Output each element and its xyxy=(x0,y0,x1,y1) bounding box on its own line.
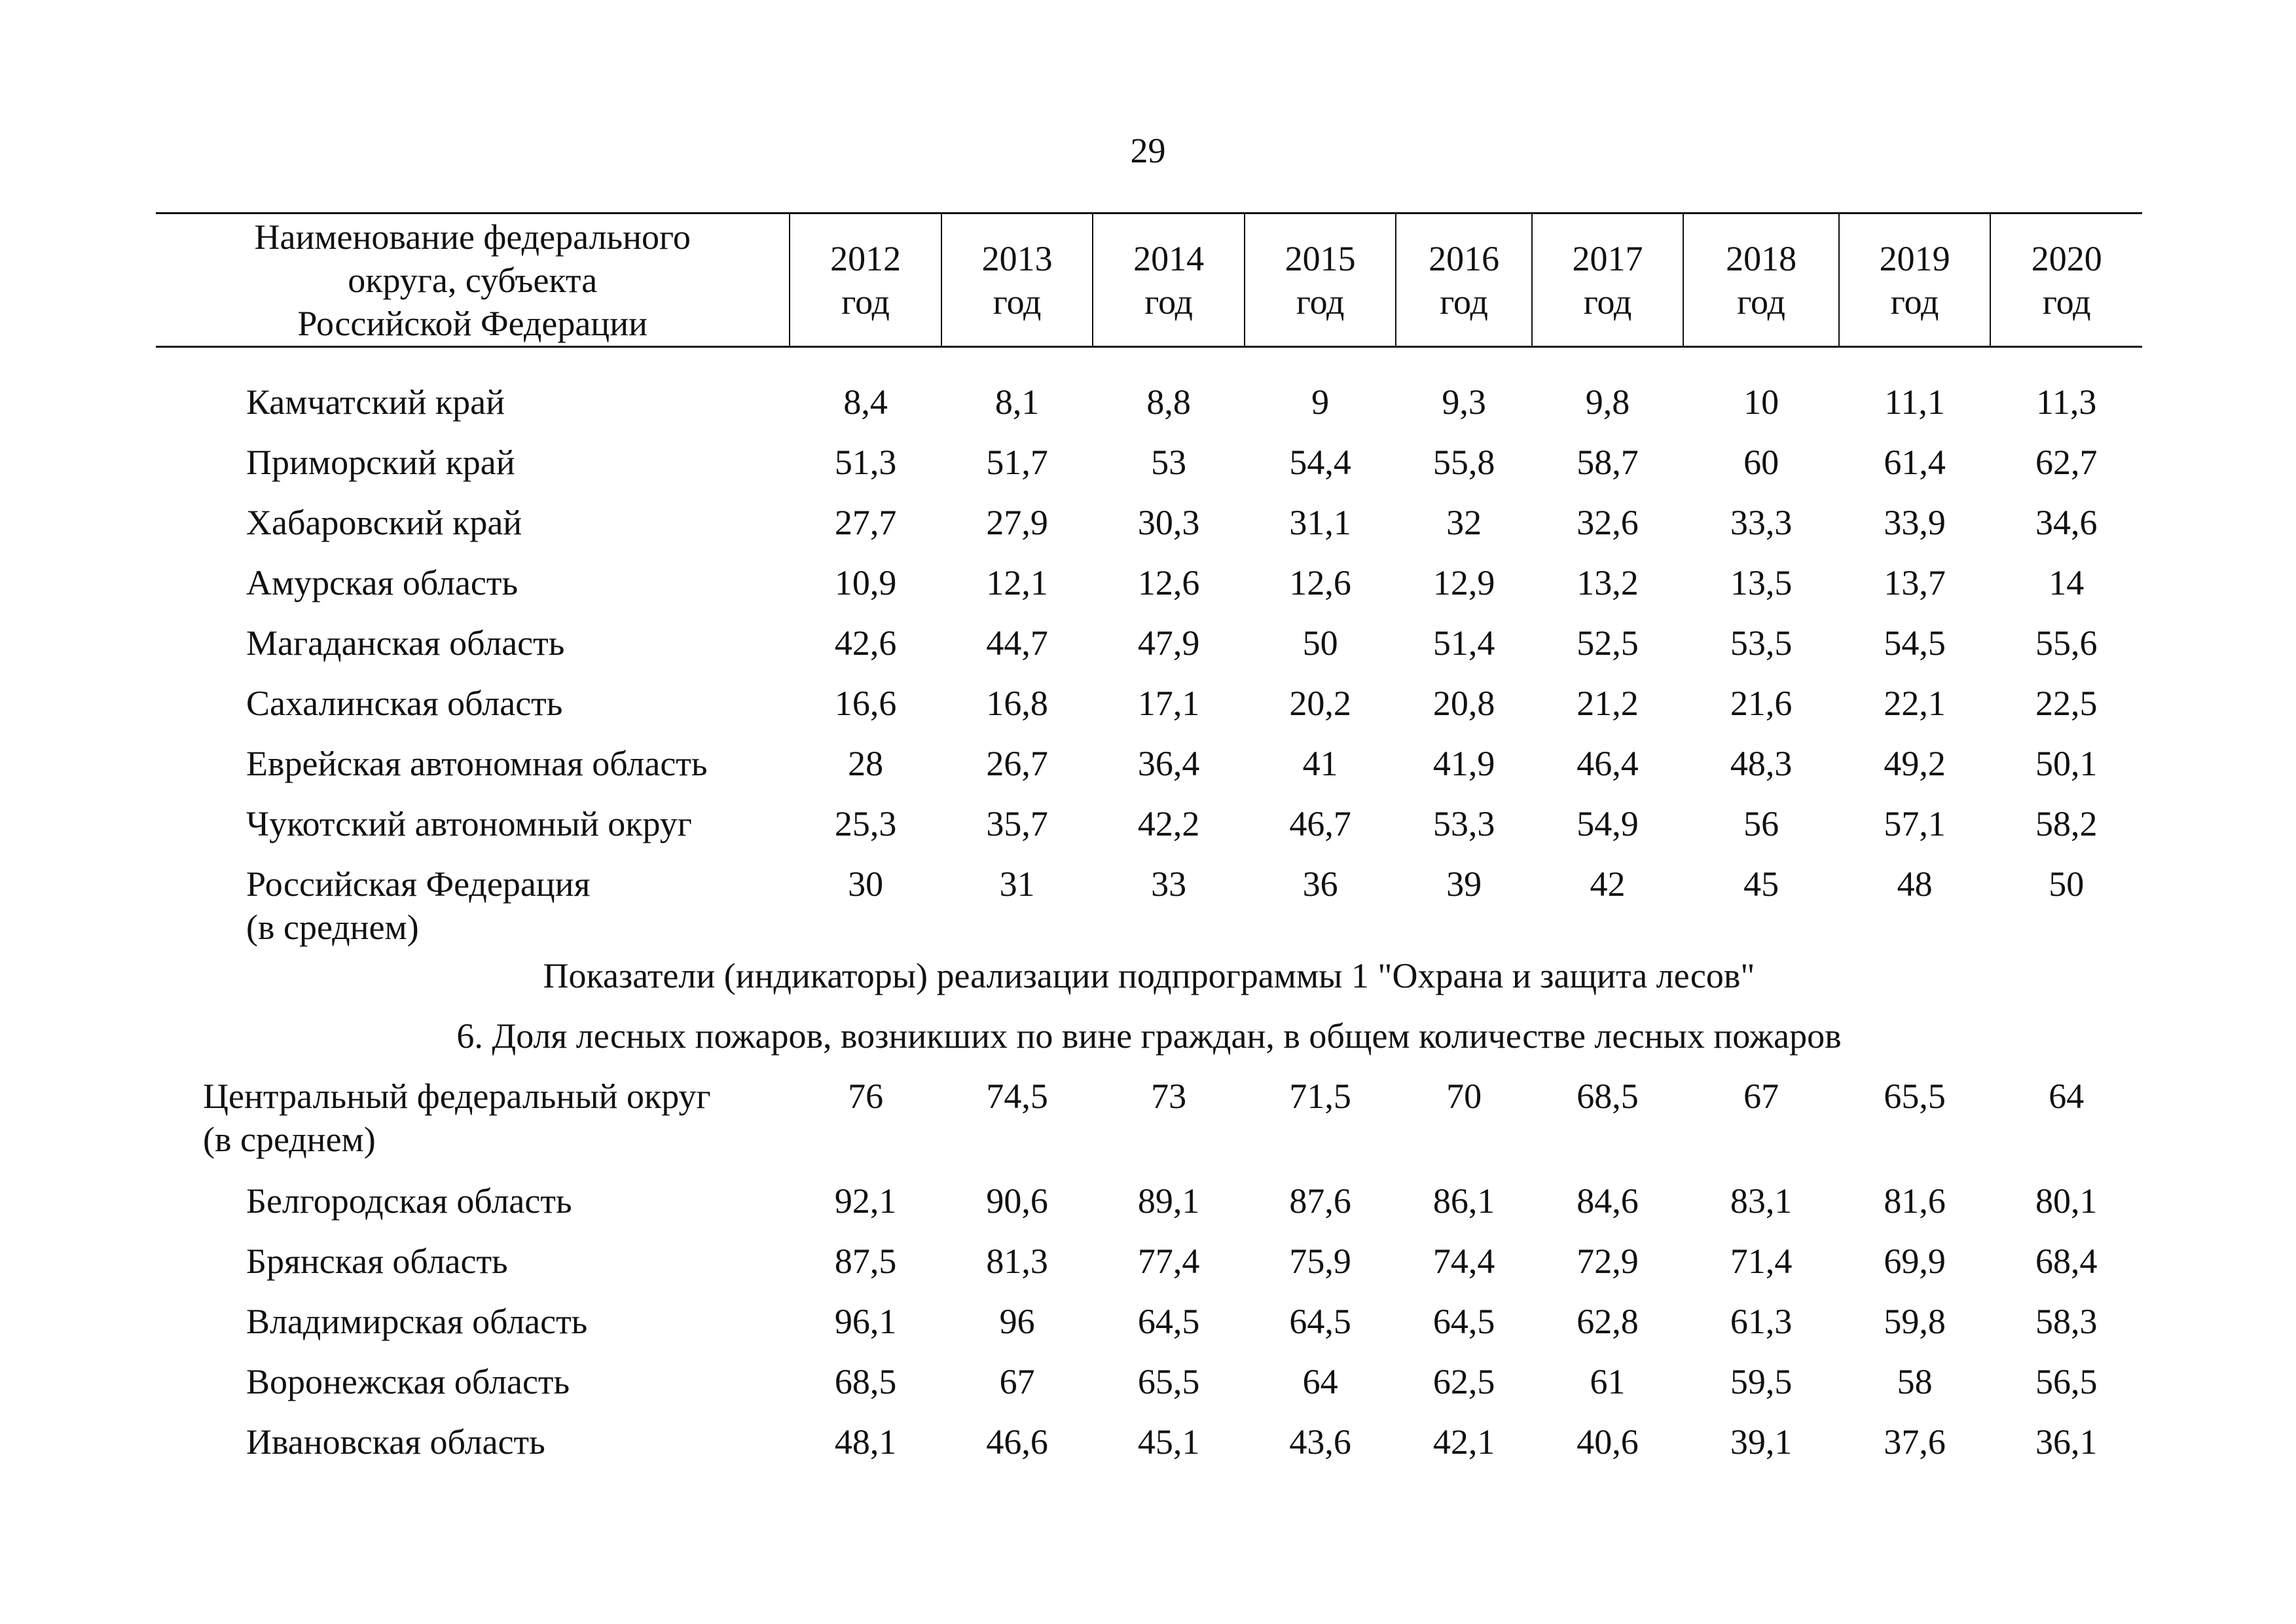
value-cell: 51,3 xyxy=(834,443,897,482)
value-cell: 33,9 xyxy=(1884,503,1946,542)
value-cell: 44,7 xyxy=(986,623,1048,663)
value-cell: 32,6 xyxy=(1576,503,1639,542)
value-cell: 81,3 xyxy=(986,1242,1048,1281)
value-cell: 40,6 xyxy=(1576,1422,1639,1462)
value-cell: 32 xyxy=(1446,503,1482,542)
header-year-column xyxy=(1532,213,1684,347)
header-name-line: Российской Федерации xyxy=(297,303,648,343)
value-cell: 12,1 xyxy=(986,563,1048,602)
value-cell: 13,7 xyxy=(1884,563,1946,602)
value-cell: 48,3 xyxy=(1730,744,1793,783)
header-year-unit: год xyxy=(1440,282,1488,322)
value-cell: 46,6 xyxy=(986,1422,1048,1462)
table-spacer xyxy=(156,347,2142,381)
header-year-unit: год xyxy=(2042,282,2091,322)
value-cell: 45 xyxy=(1743,864,1779,904)
value-cell: 48,1 xyxy=(834,1422,897,1462)
value-cell: 86,1 xyxy=(1432,1181,1495,1221)
value-cell: 36,4 xyxy=(1137,744,1200,783)
value-cell: 30 xyxy=(848,864,884,904)
value-cell: 61 xyxy=(1590,1362,1626,1401)
value-cell: 49,2 xyxy=(1884,744,1946,783)
value-cell: 70 xyxy=(1446,1077,1482,1116)
value-cell: 67 xyxy=(999,1362,1035,1401)
value-cell: 61,3 xyxy=(1730,1302,1793,1341)
value-cell: 96 xyxy=(999,1302,1035,1341)
indicator-caption: 6. Доля лесных пожаров, возникших по вине граждан, в общем количестве лесных пожаров xyxy=(456,1016,1842,1056)
value-cell: 43,6 xyxy=(1289,1422,1351,1462)
value-cell: 16,8 xyxy=(986,684,1048,723)
header-year: 2015 xyxy=(1285,238,1356,278)
subprogram-caption-row xyxy=(156,954,2142,1014)
header-year: 2013 xyxy=(981,238,1053,278)
value-cell: 8,4 xyxy=(843,382,888,422)
value-cell: 28 xyxy=(848,744,884,783)
value-cell: 72,9 xyxy=(1576,1242,1639,1281)
region-name-line: (в среднем) xyxy=(203,1120,376,1159)
table-row xyxy=(156,561,2142,621)
value-cell: 51,7 xyxy=(986,443,1048,482)
value-cell: 84,6 xyxy=(1576,1181,1639,1221)
value-cell: 22,5 xyxy=(2035,684,2098,723)
value-cell: 92,1 xyxy=(834,1181,897,1221)
value-cell: 75,9 xyxy=(1289,1242,1351,1281)
value-cell: 58,7 xyxy=(1576,443,1639,482)
header-year: 2017 xyxy=(1572,238,1643,278)
value-cell: 27,7 xyxy=(834,503,897,542)
value-cell: 64 xyxy=(1302,1362,1338,1401)
value-cell: 74,4 xyxy=(1432,1242,1495,1281)
value-cell: 8,8 xyxy=(1146,382,1191,422)
value-cell: 9,3 xyxy=(1442,382,1486,422)
value-cell: 65,5 xyxy=(1137,1362,1200,1401)
indicator-caption-row xyxy=(156,1014,2142,1075)
indicator-table xyxy=(156,212,2142,1481)
region-name-line: Российская Федерация xyxy=(246,864,591,904)
value-cell: 68,5 xyxy=(834,1362,897,1401)
value-cell: 48 xyxy=(1897,864,1933,904)
header-year: 2016 xyxy=(1429,238,1500,278)
value-cell: 8,1 xyxy=(994,382,1040,422)
value-cell: 42 xyxy=(1590,864,1626,904)
value-cell: 64 xyxy=(2049,1077,2085,1116)
value-cell: 41 xyxy=(1302,744,1338,783)
value-cell: 56 xyxy=(1743,804,1779,843)
value-cell: 10 xyxy=(1743,382,1779,422)
value-cell: 52,5 xyxy=(1576,623,1639,663)
table-row xyxy=(156,380,2142,441)
value-cell: 17,1 xyxy=(1137,684,1200,723)
value-cell: 31,1 xyxy=(1289,503,1351,542)
region-name: Магаданская область xyxy=(246,623,565,663)
table-row xyxy=(156,802,2142,862)
value-cell: 58,3 xyxy=(2035,1302,2098,1341)
value-cell: 20,2 xyxy=(1289,684,1351,723)
region-name: Приморский край xyxy=(246,443,515,482)
value-cell: 9 xyxy=(1311,382,1330,422)
value-cell: 64,5 xyxy=(1137,1302,1200,1341)
table-row xyxy=(156,501,2142,561)
value-cell: 56,5 xyxy=(2035,1362,2098,1401)
header-year-column xyxy=(1990,213,2142,347)
value-cell: 16,6 xyxy=(834,684,897,723)
value-cell: 41,9 xyxy=(1432,744,1495,783)
value-cell: 21,2 xyxy=(1576,684,1639,723)
value-cell: 81,6 xyxy=(1884,1181,1946,1221)
value-cell: 26,7 xyxy=(986,744,1048,783)
header-year: 2014 xyxy=(1133,238,1205,278)
header-year-unit: год xyxy=(1890,282,1939,322)
value-cell: 20,8 xyxy=(1432,684,1495,723)
value-cell: 46,7 xyxy=(1289,804,1351,843)
value-cell: 35,7 xyxy=(986,804,1048,843)
value-cell: 83,1 xyxy=(1730,1181,1793,1221)
header-year-column xyxy=(1839,213,1991,347)
header-year-column xyxy=(790,213,941,347)
table-row xyxy=(156,1420,2142,1481)
table-row xyxy=(156,742,2142,802)
value-cell: 53 xyxy=(1151,443,1187,482)
region-name: Белгородская область xyxy=(246,1181,572,1221)
value-cell: 76 xyxy=(848,1077,884,1116)
table-row-central-average xyxy=(156,1075,2142,1179)
value-cell: 51,4 xyxy=(1432,623,1495,663)
value-cell: 37,6 xyxy=(1884,1422,1946,1462)
value-cell: 74,5 xyxy=(986,1077,1048,1116)
region-name xyxy=(156,1075,790,1179)
value-cell: 65,5 xyxy=(1884,1077,1946,1116)
value-cell: 50 xyxy=(2049,864,2085,904)
value-cell: 64,5 xyxy=(1289,1302,1351,1341)
value-cell: 39 xyxy=(1446,864,1482,904)
value-cell: 55,8 xyxy=(1432,443,1495,482)
header-year-unit: год xyxy=(1737,282,1785,322)
value-cell: 62,7 xyxy=(2035,443,2098,482)
header-year-column xyxy=(1683,213,1839,347)
header-year-column xyxy=(941,213,1093,347)
value-cell: 53,3 xyxy=(1432,804,1495,843)
value-cell: 22,1 xyxy=(1884,684,1946,723)
page-number: 29 xyxy=(1130,131,1166,170)
subprogram-caption: Показатели (индикаторы) реализации подпрограммы 1 "Охрана и защита лесов" xyxy=(543,956,1755,995)
table-row xyxy=(156,441,2142,501)
header-year-column xyxy=(1396,213,1531,347)
header-year: 2018 xyxy=(1726,238,1797,278)
header-name-line: Наименование федерального xyxy=(254,217,691,257)
header-year-unit: год xyxy=(1583,282,1632,322)
value-cell: 53,5 xyxy=(1730,623,1793,663)
region-name: Воронежская область xyxy=(246,1362,570,1401)
value-cell: 54,9 xyxy=(1576,804,1639,843)
header-year-column xyxy=(1093,213,1245,347)
value-cell: 34,6 xyxy=(2035,503,2098,542)
table-row xyxy=(156,1300,2142,1360)
table-row xyxy=(156,621,2142,682)
table-row xyxy=(156,1360,2142,1420)
value-cell: 59,8 xyxy=(1884,1302,1946,1341)
region-name: Хабаровский край xyxy=(246,503,522,542)
value-cell: 25,3 xyxy=(834,804,897,843)
value-cell: 12,6 xyxy=(1289,563,1351,602)
header-year: 2020 xyxy=(2031,238,2102,278)
value-cell: 11,1 xyxy=(1884,382,1945,422)
header-name-line: округа, субъекта xyxy=(348,260,598,300)
region-name: Ивановская область xyxy=(246,1422,545,1462)
value-cell: 27,9 xyxy=(986,503,1048,542)
value-cell: 12,9 xyxy=(1432,563,1495,602)
value-cell: 9,8 xyxy=(1585,382,1630,422)
value-cell: 42,1 xyxy=(1432,1422,1495,1462)
region-name: Брянская область xyxy=(246,1242,508,1281)
value-cell: 12,6 xyxy=(1137,563,1200,602)
value-cell: 36,1 xyxy=(2035,1422,2098,1462)
table-row xyxy=(156,1240,2142,1300)
region-name: Камчатский край xyxy=(246,382,505,422)
value-cell: 21,6 xyxy=(1730,684,1793,723)
header-name-column xyxy=(156,213,790,347)
value-cell: 13,5 xyxy=(1730,563,1793,602)
value-cell: 87,6 xyxy=(1289,1181,1351,1221)
header-year-unit: год xyxy=(993,282,1042,322)
value-cell: 68,5 xyxy=(1576,1077,1639,1116)
value-cell: 50 xyxy=(1302,623,1338,663)
value-cell: 11,3 xyxy=(2035,382,2097,422)
header-year: 2019 xyxy=(1879,238,1950,278)
value-cell: 62,8 xyxy=(1576,1302,1639,1341)
region-name: Владимирская область xyxy=(246,1302,588,1341)
value-cell: 50,1 xyxy=(2035,744,2098,783)
value-cell: 31 xyxy=(999,864,1035,904)
value-cell: 46,4 xyxy=(1576,744,1639,783)
value-cell: 61,4 xyxy=(1884,443,1946,482)
region-name: Сахалинская область xyxy=(246,684,563,723)
value-cell: 45,1 xyxy=(1137,1422,1200,1462)
value-cell: 54,4 xyxy=(1289,443,1351,482)
value-cell: 67 xyxy=(1743,1077,1779,1116)
value-cell: 57,1 xyxy=(1884,804,1946,843)
region-name: Еврейская автономная область xyxy=(246,744,708,783)
header-year-unit: год xyxy=(1296,282,1345,322)
value-cell: 73 xyxy=(1151,1077,1187,1116)
value-cell: 33 xyxy=(1151,864,1187,904)
header-year-unit: год xyxy=(841,282,890,322)
value-cell: 90,6 xyxy=(986,1181,1048,1221)
value-cell: 77,4 xyxy=(1137,1242,1200,1281)
table-row xyxy=(156,1179,2142,1240)
value-cell: 71,4 xyxy=(1730,1242,1793,1281)
value-cell: 14 xyxy=(2049,563,2085,602)
header-year-column xyxy=(1245,213,1396,347)
value-cell: 30,3 xyxy=(1137,503,1200,542)
value-cell: 62,5 xyxy=(1432,1362,1495,1401)
table-row-rf-average xyxy=(156,862,2142,954)
value-cell: 10,9 xyxy=(834,563,897,602)
header-year-unit: год xyxy=(1144,282,1194,322)
value-cell: 89,1 xyxy=(1137,1181,1200,1221)
value-cell: 68,4 xyxy=(2035,1242,2098,1281)
table-body xyxy=(156,347,2142,1481)
region-name xyxy=(156,862,790,954)
region-name-line: (в среднем) xyxy=(246,908,419,947)
value-cell: 64,5 xyxy=(1432,1302,1495,1341)
value-cell: 87,5 xyxy=(834,1242,897,1281)
value-cell: 58,2 xyxy=(2035,804,2098,843)
value-cell: 39,1 xyxy=(1730,1422,1793,1462)
table-header xyxy=(156,213,2142,347)
value-cell: 59,5 xyxy=(1730,1362,1793,1401)
value-cell: 42,6 xyxy=(834,623,897,663)
value-cell: 42,2 xyxy=(1137,804,1200,843)
value-cell: 13,2 xyxy=(1576,563,1639,602)
value-cell: 54,5 xyxy=(1884,623,1946,663)
value-cell: 71,5 xyxy=(1289,1077,1351,1116)
header-year: 2012 xyxy=(830,238,902,278)
region-name: Чукотский автономный округ xyxy=(246,804,692,843)
region-name-line: Центральный федеральный округ xyxy=(203,1077,711,1116)
value-cell: 80,1 xyxy=(2035,1181,2098,1221)
value-cell: 69,9 xyxy=(1884,1242,1946,1281)
value-cell: 60 xyxy=(1743,443,1779,482)
value-cell: 47,9 xyxy=(1137,623,1200,663)
value-cell: 36 xyxy=(1302,864,1338,904)
value-cell: 33,3 xyxy=(1730,503,1793,542)
value-cell: 96,1 xyxy=(834,1302,897,1341)
spacer-cell xyxy=(156,347,2142,381)
region-name: Амурская область xyxy=(246,563,519,602)
value-cell: 58 xyxy=(1897,1362,1933,1401)
table-row xyxy=(156,682,2142,742)
value-cell: 55,6 xyxy=(2035,623,2098,663)
